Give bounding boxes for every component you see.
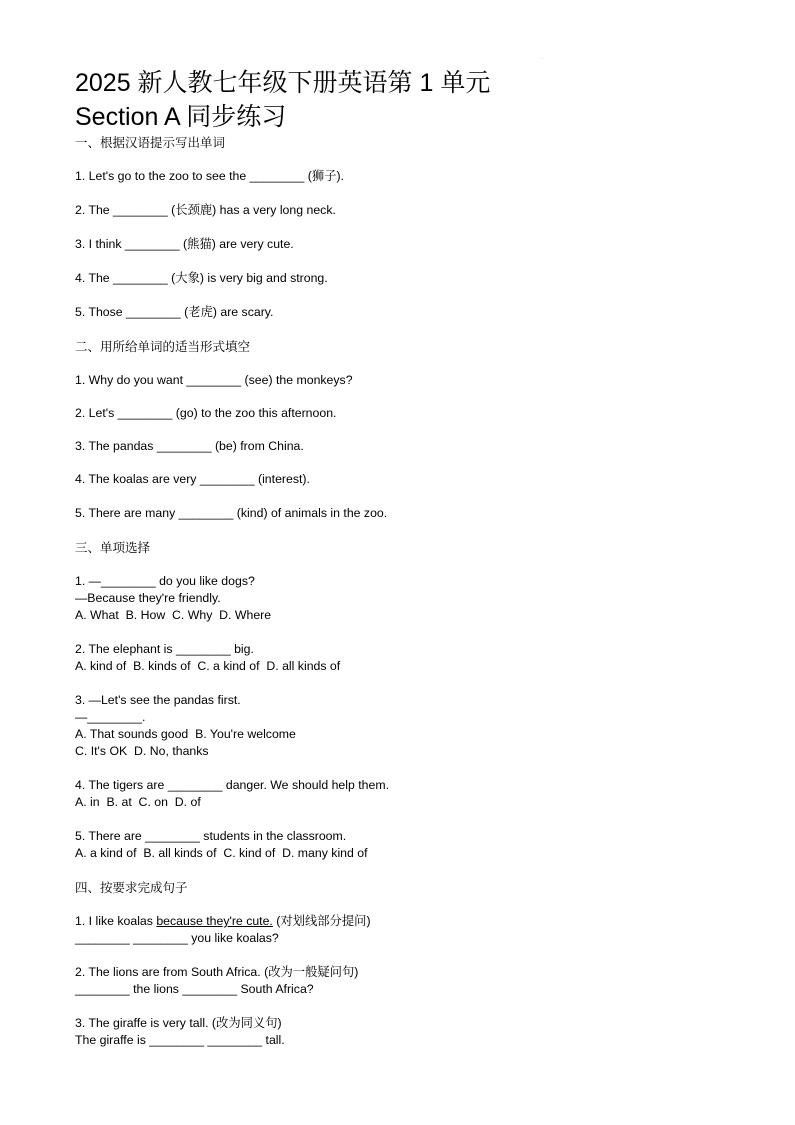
question-3-3-options-a-b: A. That sounds good B. You're welcome xyxy=(75,727,296,741)
question-1-5: 5. Those ________ (老虎) are scary. xyxy=(75,305,274,319)
question-3-5: 5. There are ________ students in the classroom. xyxy=(75,829,347,843)
section-3 xyxy=(75,539,735,879)
question-3-3-reply: —________. xyxy=(75,710,146,724)
document-title-line-1: 2025 新人教七年级下册英语第 1 单元 xyxy=(75,69,491,97)
question-3-5-options: A. a kind of B. all kinds of C. kind of D. many kind of xyxy=(75,846,368,860)
question-4-1 xyxy=(75,913,735,930)
section-4-heading: 四、按要求完成句子 xyxy=(75,880,188,895)
question-3-4-options: A. in B. at C. on D. of xyxy=(75,795,201,809)
section-3-heading: 三、单项选择 xyxy=(75,540,151,555)
question-2-2: 2. Let's ________ (go) to the zoo this afternoon. xyxy=(75,406,337,420)
question-2-5: 5. There are many ________ (kind) of animals in the zoo. xyxy=(75,506,388,520)
question-4-1-prefix: 1. I like koalas xyxy=(75,914,157,928)
question-3-2: 2. The elephant is ________ big. xyxy=(75,642,254,656)
question-3-2-options: A. kind of B. kinds of C. a kind of D. all kinds of xyxy=(75,659,341,673)
section-1 xyxy=(75,134,735,338)
document-title-line-2: Section A 同步练习 xyxy=(75,103,287,131)
question-3-1-options: A. What B. How C. Why D. Where xyxy=(75,608,272,622)
question-2-3: 3. The pandas ________ (be) from China. xyxy=(75,439,304,453)
question-4-1-answer-line: ________ ________ you like koalas? xyxy=(75,931,279,945)
section-2-heading: 二、用所给单词的适当形式填空 xyxy=(75,339,251,354)
question-3-4: 4. The tigers are ________ danger. We should help them. xyxy=(75,778,390,792)
question-3-1: 1. —________ do you like dogs? xyxy=(75,574,255,588)
question-4-1-instruction: (对划线部分提问) xyxy=(272,914,371,928)
corner-mark: · xyxy=(541,56,543,62)
section-1-heading: 一、根据汉语提示写出单词 xyxy=(75,135,226,150)
question-4-3: 3. The giraffe is very tall. (改为同义句) xyxy=(75,1016,282,1030)
question-4-2: 2. The lions are from South Africa. (改为一般疑问句) xyxy=(75,965,359,979)
question-3-3-options-c-d: C. It's OK D. No, thanks xyxy=(75,744,209,758)
section-4 xyxy=(75,879,735,1049)
question-4-1-underlined: because they're cute. xyxy=(156,914,273,928)
question-1-4: 4. The ________ (大象) is very big and strong. xyxy=(75,271,328,285)
question-4-2-answer-line: ________ the lions ________ South Africa? xyxy=(75,982,314,996)
question-2-4: 4. The koalas are very ________ (interest). xyxy=(75,472,310,486)
question-4-3-answer-line: The giraffe is ________ ________ tall. xyxy=(75,1033,285,1047)
question-3-1-answer: —Because they're friendly. xyxy=(75,591,221,605)
question-1-1: 1. Let's go to the zoo to see the ________ (狮子). xyxy=(75,169,344,183)
question-1-3: 3. I think ________ (熊猫) are very cute. xyxy=(75,237,294,251)
question-2-1: 1. Why do you want ________ (see) the monkeys? xyxy=(75,373,353,387)
question-1-2: 2. The ________ (长颈鹿) has a very long neck. xyxy=(75,203,336,217)
document-page xyxy=(75,66,735,1049)
question-3-3: 3. —Let's see the pandas first. xyxy=(75,693,241,707)
section-2 xyxy=(75,338,735,539)
